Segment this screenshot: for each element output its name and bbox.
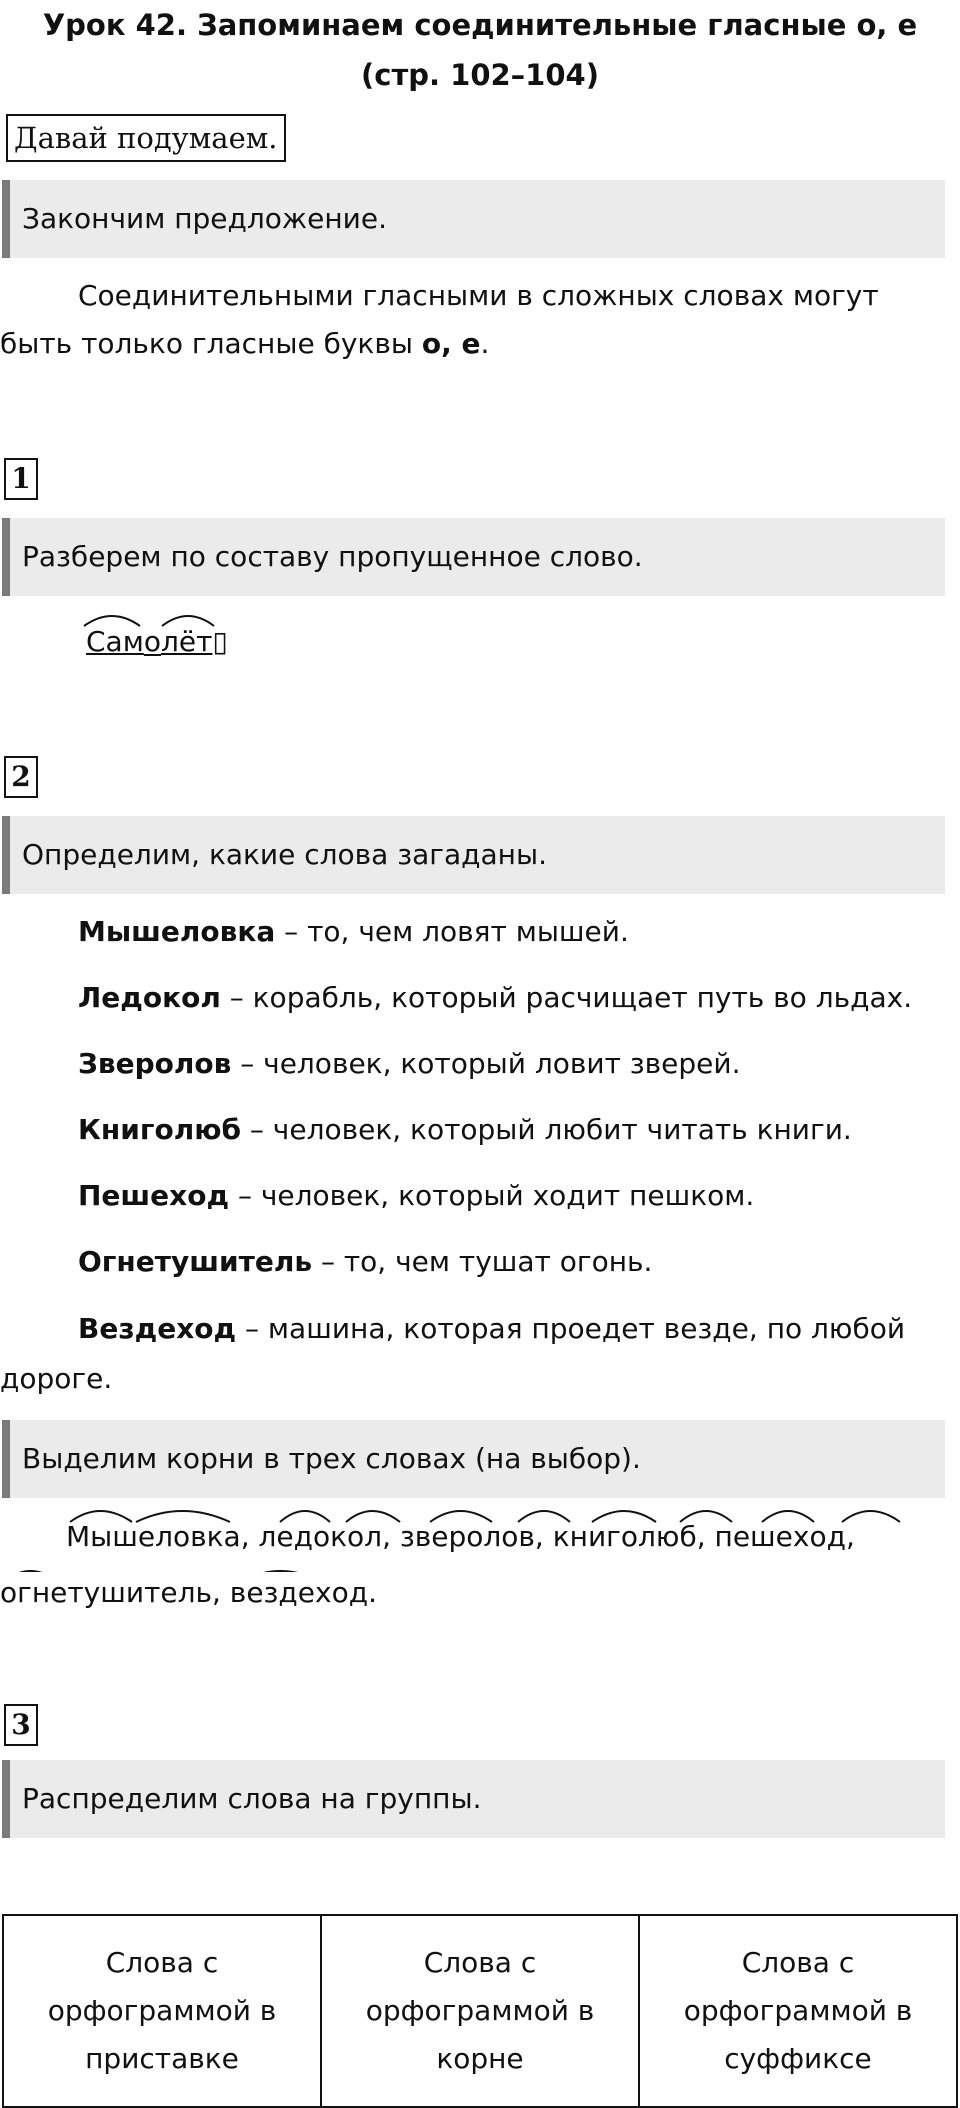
definition-text: – человек, который ходит пешком. <box>229 1179 755 1212</box>
definition-4 <box>78 1110 852 1150</box>
table-header-row <box>3 1915 957 2107</box>
column-prefix: Слова с орфограммой в приставке <box>3 1915 321 2107</box>
task-number-1: 1 <box>4 458 38 500</box>
word-connector: о <box>143 625 161 658</box>
definition-text: – машина, которая проедет везде, по любой дороге. <box>0 1312 906 1395</box>
column-suffix: Слова с орфограммой в суффиксе <box>639 1915 957 2107</box>
task-number-3: 3 <box>4 1704 38 1746</box>
instruction-band-2: Определим, какие слова загаданы. <box>2 816 945 894</box>
definition-3 <box>78 1044 741 1084</box>
instruction-band-3: Распределим слова на группы. <box>2 1760 945 1838</box>
instruction-band-1: Разберем по составу пропущенное слово. <box>2 518 945 596</box>
completion-sentence <box>0 272 950 368</box>
empty-ending-mark: ▯ <box>212 625 228 658</box>
column-root: Слова с орфограммой в корне <box>321 1915 639 2107</box>
word-root-1: Сам <box>86 625 144 658</box>
roots-line-1: Мышеловка, ледокол, зверолов, книголюб, пешеход, <box>66 1520 855 1553</box>
root-arcs-icon <box>82 604 252 634</box>
roots-line-2: огнетушитель, вездеход. <box>0 1576 377 1609</box>
instruction-band-0: Закончим предложение. <box>2 180 945 258</box>
defined-word: Пешеход <box>78 1179 230 1212</box>
think-label: Давай подумаем. <box>6 114 286 162</box>
sentence-text: Соединительными гласными в сложных словах могут быть только гласные буквы <box>0 279 879 360</box>
defined-word: Огнетушитель <box>78 1245 313 1278</box>
morpheme-analysis-word <box>86 614 228 670</box>
sentence-end: . <box>480 327 490 360</box>
definition-text: – то, чем ловят мышей. <box>275 915 629 948</box>
instruction-band-roots: Выделим корни в трех словах (на выбор). <box>2 1420 945 1498</box>
roots-exercise <box>0 1506 960 1624</box>
groups-table <box>2 1914 958 2108</box>
defined-word: Вездеход <box>78 1312 237 1345</box>
definition-text: – корабль, который расчищает путь во льдах. <box>220 981 913 1014</box>
sentence-answer: о, е <box>421 327 481 360</box>
definition-text: – то, чем тушат огонь. <box>312 1245 653 1278</box>
root-arcs-icon <box>0 1492 960 1572</box>
defined-word: Ледокол <box>78 981 221 1014</box>
definition-1 <box>78 912 629 952</box>
definition-text: – человек, который любит читать книги. <box>241 1113 852 1146</box>
page-title: Урок 42. Запоминаем соединительные гласные о, е (стр. 102–104) <box>42 8 918 92</box>
word-root-2: лёт <box>160 625 213 658</box>
defined-word: Книголюб <box>78 1113 241 1146</box>
defined-word: Зверолов <box>78 1047 232 1080</box>
task-number-2: 2 <box>4 756 38 798</box>
definition-text: – человек, который ловит зверей. <box>231 1047 741 1080</box>
defined-word: Мышеловка <box>78 915 276 948</box>
definition-6 <box>78 1242 652 1282</box>
definition-2 <box>78 978 912 1018</box>
definition-5 <box>78 1176 754 1216</box>
definition-7 <box>0 1304 950 1404</box>
